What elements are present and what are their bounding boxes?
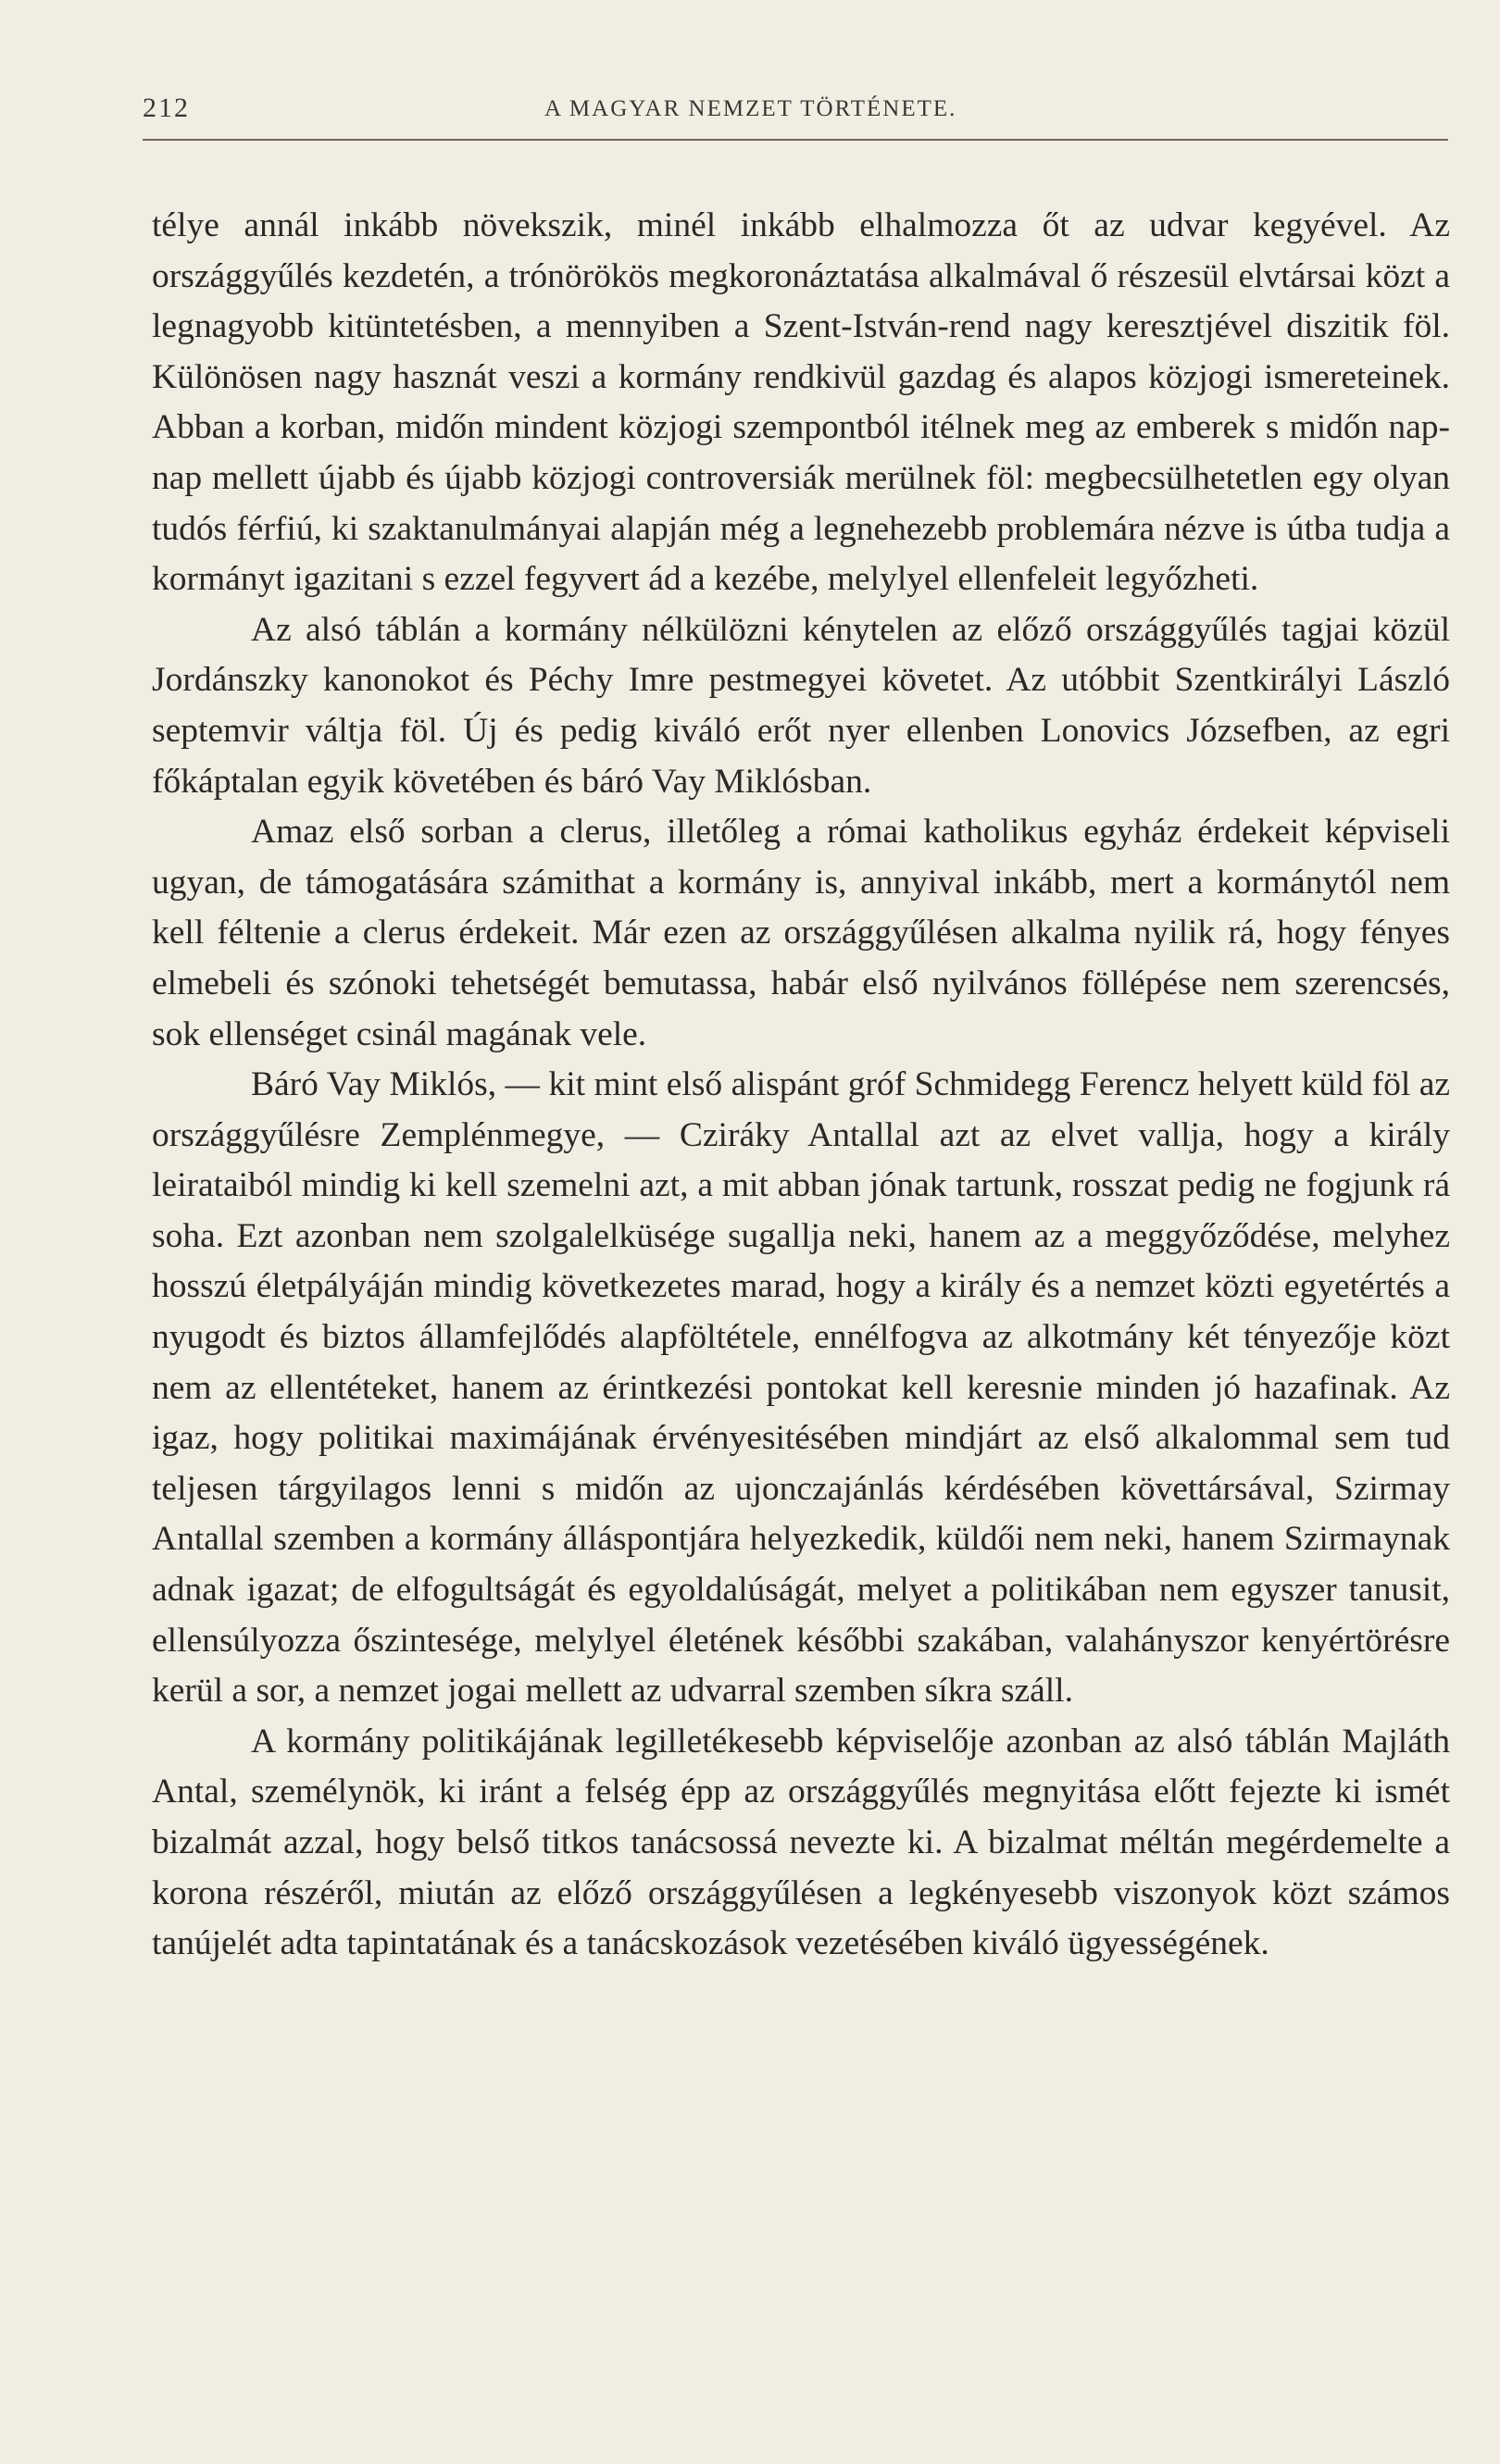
paragraph-lonovics: Amaz első sorban a clerus, illetőleg a római katholikus egyház érdekeit képviseli ugyan, de támogatására számithat a kormány is, annyival inkább, mert a kormánytól nem kell féltenie a clerus érdekeit. Már ezen az országgyűlésen alkalma nyilik rá, hogy fényes elmebeli és szónoki tehetségét bemutassa, habár első nyilvános föllépése nem szerencsés, sok ellenséget csinál magának vele. <box>152 813 1450 1053</box>
paragraph-lower-house: Az alsó táblán a kormány nélkülözni kénytelen az előző országgyűlés tagjai közül Jordánszky kanonokot és Péchy Imre pestmegyei követet. Az utóbbit Szentkirályi László septemvir váltja föl. Új és pedig kiváló erőt nyer ellenben Lonovics Józsefben, az egri főkáptalan egyik követében és báró Vay Miklósban. <box>152 610 1450 801</box>
paragraph-majlath-antal: A kormány politikájának legilletékesebb képviselője azonban az alsó táblán Majláth Antal, személynök, ki iránt a felség épp az országgyűlés megnyitása előtt fejezte ki ismét bizalmát azzal, hogy belső titkos tanácsossá nevezte ki. A bizalmat méltán megérdemelte a korona részéről, miután az előző országgyűlésen a legkényesebb viszonyok közt számos tanújelét adta tapintatának és a tanácskozások vezetésében kiváló ügyességének. <box>152 1722 1450 1963</box>
paragraph-vay-miklos: Báró Vay Miklós, — kit mint első alispánt gróf Schmidegg Ferencz helyett küld föl az országgyűlésre Zemplénmegye, — Cziráky Antallal azt az elvet vallja, hogy a király leirataiból mindig ki kell szemelni azt, a mit abban jónak tartunk, rosszat pedig ne fogjunk rá soha. Ezt azonban nem szolgalelküsége sugallja neki, hanem az a meggyőződése, melyhez hosszú életpályáján mindig következetes marad, hogy a király és a nemzet közti egyetértés a nyugodt és biztos államfejlődés alapföltétele, ennélfogva az alkotmány két tényezője közt nem az ellentéteket, hanem az érintkezési pontokat kell keresnie minden jó hazafinak. Az igaz, hogy politikai maximájának érvényesitésében mindjárt az első alkalommal sem tud teljesen tárgyilagos lenni s midőn az ujonczajánlás kérdésében követtársával, Szirmay Antallal szemben a kormány álláspontjára helyezkedik, küldői nem neki, hanem Szirmaynak adnak igazat; de elfogultságát és egyoldalúságát, melyet a politikában nem egyszer tanusit, ellensúlyozza őszintesége, melylyel életének későbbi szakában, valahányszor kenyértörésre kerül a sor, a nemzet jogai mellett az udvarral szemben síkra száll. <box>152 1065 1450 1711</box>
running-title: A MAGYAR NEMZET TÖRTÉNETE. <box>544 96 957 121</box>
page-number: 212 <box>143 93 190 123</box>
paragraph-continuation: télye annál inkább növekszik, minél inkább elhalmozza őt az udvar kegyével. Az országgyűlés kezdetén, a trónörökös megkoronáztatása alkalmával ő részesül elvtársai közt a legnagyobb kitüntetésben, a mennyiben a Szent-István-rend nagy keresztjével diszitik föl. Különösen nagy hasznát veszi a kormány rendkivül gazdag és alapos közjogi ismereteinek. Abban a korban, midőn mindent közjogi szempontból itélnek meg az emberek s midőn nap-nap mellett újabb és újabb közjogi controversiák merülnek föl: megbecsülhetetlen egy olyan tudós férfiú, ki szaktanulmányai alapján még a legnehezebb problemára nézve is útba tudja a kormányt igazitani s ezzel fegyvert ád a kezébe, melylyel ellenfeleit legyőzheti. <box>152 206 1450 599</box>
body-text <box>152 201 1450 1970</box>
running-header <box>143 93 1448 141</box>
